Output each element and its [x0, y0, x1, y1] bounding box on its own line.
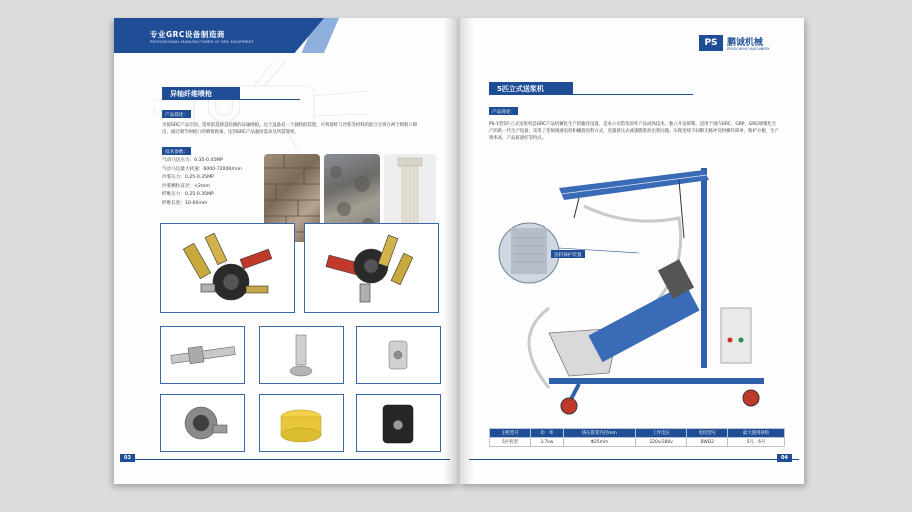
table-header-cell: 功 率	[530, 429, 563, 438]
left-footer-rule	[120, 459, 450, 460]
table-cell: BWD2	[687, 438, 728, 447]
left-section-rule	[240, 99, 300, 100]
spec-item: 气动马达最大转速：6000-7200R/min	[162, 166, 242, 172]
left-intro-tag: 产品简述：	[162, 110, 191, 118]
table-cell: 3.7kw	[530, 438, 563, 447]
table-header-cell: 电机型号	[687, 429, 728, 438]
callout-label: 送料保护装置	[551, 250, 585, 258]
left-param-tag: 技术参数：	[162, 147, 191, 155]
table-header-cell: 挤压胶管内径mm	[563, 429, 635, 438]
right-section-rule	[573, 94, 693, 95]
left-page	[114, 18, 459, 484]
table-header-cell: 最大使用砂粒	[728, 429, 785, 438]
header-title: 专业GRC设备制造商	[150, 30, 225, 39]
part-photo-black-block	[356, 394, 441, 452]
table-cell: Φ25mm	[563, 438, 635, 447]
right-section-title: 5匹立式送浆机	[489, 82, 573, 95]
part-photo-yellow-ring	[259, 394, 344, 452]
left-section-title: 异轴纤维喷枪	[162, 87, 240, 100]
brochure-spread	[114, 18, 804, 484]
table-cell: 220v/380v	[635, 438, 686, 447]
company-logo: PS	[699, 35, 723, 51]
right-intro-tag: 产品简述：	[489, 107, 518, 115]
table-cell: 5号、6号	[728, 438, 785, 447]
spec-item: 气动马达压力：0.35-0.45MP	[162, 158, 224, 163]
spec-table-header	[490, 429, 785, 438]
table-cell: 5匹机型	[490, 438, 531, 447]
spec-table	[489, 428, 785, 447]
part-photo-housing	[160, 394, 245, 452]
part-photo-shaft	[160, 326, 245, 384]
spec-item: 沙浆颗粒直径：<2mm	[162, 183, 210, 189]
right-footer-rule	[469, 459, 799, 460]
table-row	[490, 438, 785, 447]
left-page-number: 03	[120, 454, 135, 462]
spec-item: 纤维长度：10-60mm	[162, 200, 208, 206]
right-page-number: 04	[777, 454, 792, 462]
grout-pump-illustration	[489, 158, 789, 418]
right-page	[459, 18, 804, 484]
spray-gun-photo-2	[304, 223, 439, 313]
part-photo-fitting	[356, 326, 441, 384]
table-header-cell: 主机型号	[490, 429, 531, 438]
company-name: 鹏诚机械	[727, 38, 764, 48]
spec-item: 纤维压力：0.25-0.35MP	[162, 192, 214, 197]
spray-gun-photo-1	[160, 223, 295, 313]
part-photo-nozzle	[259, 326, 344, 384]
table-header-cell: 工作电压	[635, 429, 686, 438]
right-intro-text: PS-1型5匹立式送浆机是GRC产品机械化生产的输送设备，是本公司借鉴国外产品成熟技术，独立开发研制，适用于国内GRC、GRP、GRG规模化生产的新一代生产设备，采用了变频调速电机和螺旋送料方式，克服挤压式或速膜浆泥出浆问题。实现连续不间断无脉冲送料操作简单，维护方便，生产效率高，产品质量好等特点。	[489, 122, 779, 141]
spine-shadow	[444, 18, 474, 484]
company-name-en: PENGCHENG MACHINERY	[727, 47, 770, 51]
left-intro-text: 为使GRC产品牢固，常用的选择是轻便的异轴喷枪。这个设备有一个独特的装置，可将玻纤与沙浆等材料的混合分别在两个喷射口喷出，通过调节两枪口的喷射距离，达到GRC产品强度需求及所需效果。	[162, 123, 418, 135]
header-subtitle: PROFESSIONAL MANUFACTURER OF GRC EQUIPMENT	[150, 40, 254, 44]
spec-item: 沙浆压力：0.25-0.35MP	[162, 175, 214, 180]
